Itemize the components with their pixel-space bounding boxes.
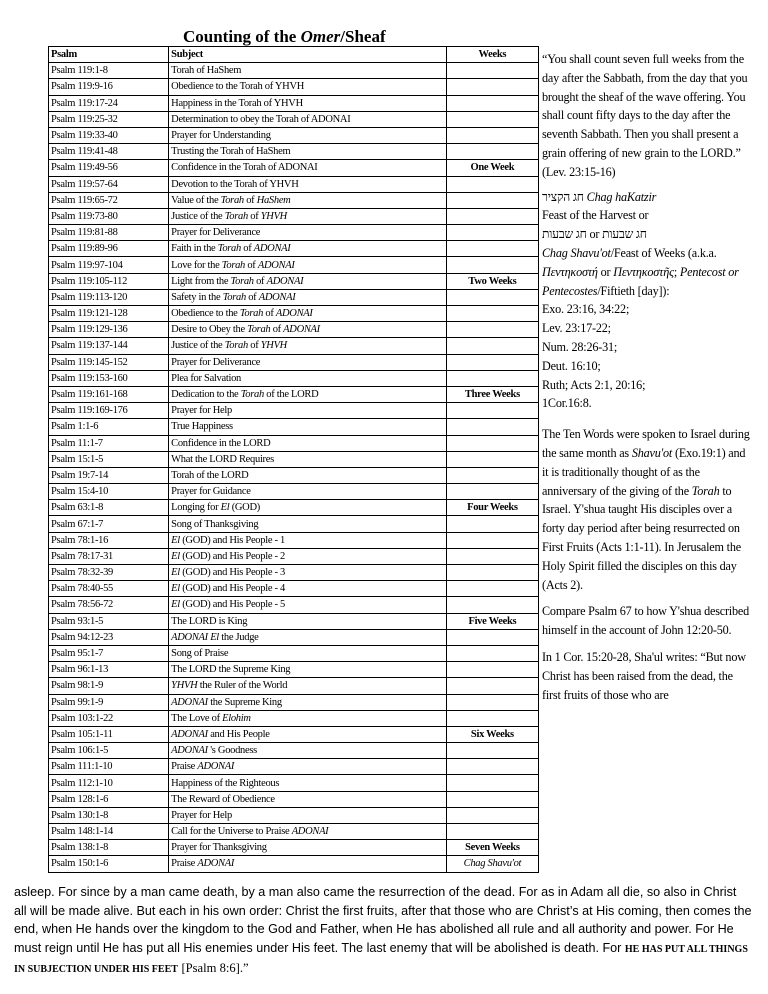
cell-subject: Light from the Torah of ADONAI <box>169 273 447 289</box>
cell-weeks <box>446 176 538 192</box>
cell-psalm: Psalm 119:169-176 <box>49 403 169 419</box>
cell-weeks <box>446 192 538 208</box>
cell-psalm: Psalm 98:1-9 <box>49 678 169 694</box>
cell-subject: Devotion to the Torah of YHVH <box>169 176 447 192</box>
cell-subject: Prayer for Deliverance <box>169 354 447 370</box>
cell-subject: El (GOD) and His People - 4 <box>169 581 447 597</box>
cell-weeks <box>446 95 538 111</box>
cell-psalm: Psalm 11:1-7 <box>49 435 169 451</box>
page-title: Counting of the Omer/Sheaf <box>183 27 386 46</box>
cell-subject: ADONAI 's Goodness <box>169 743 447 759</box>
cell-subject: The Reward of Obedience <box>169 791 447 807</box>
cell-subject: Prayer for Help <box>169 403 447 419</box>
table-row <box>49 241 539 257</box>
cell-weeks <box>446 516 538 532</box>
cell-subject: El (GOD) and His People - 1 <box>169 532 447 548</box>
table-row <box>49 176 539 192</box>
cell-subject: Prayer for Deliverance <box>169 225 447 241</box>
cell-weeks <box>446 548 538 564</box>
cell-subject: Trusting the Torah of HaShem <box>169 144 447 160</box>
cell-subject: Happiness in the Torah of YHVH <box>169 95 447 111</box>
cell-subject: Longing for El (GOD) <box>169 500 447 516</box>
table-row <box>49 208 539 224</box>
table-row <box>49 759 539 775</box>
table-header-row <box>49 47 539 63</box>
cell-weeks <box>446 419 538 435</box>
table-row <box>49 451 539 467</box>
cell-subject: Obedience to the Torah of ADONAI <box>169 306 447 322</box>
cell-psalm: Psalm 1:1-6 <box>49 419 169 435</box>
cell-psalm: Psalm 95:1-7 <box>49 645 169 661</box>
cell-weeks <box>446 645 538 661</box>
ten-words-paragraph: The Ten Words were spoken to Israel during the same month as Shavu'ot (Exo.19:1) and it is traditionally thought of as the anniversary of the giving of the Torah to Israel. Y'shua taught His disciples over a forty day period after being resurrected on First Fruits (Acts 1:1-11). In Jerusalem the Holy Spirit filled the disciples on this day (Acts 2). <box>542 427 750 592</box>
table-row <box>49 565 539 581</box>
cell-weeks: Five Weeks <box>446 613 538 629</box>
table-row <box>49 63 539 79</box>
cell-weeks: Four Weeks <box>446 500 538 516</box>
cell-psalm: Psalm 119:81-88 <box>49 225 169 241</box>
cell-subject: Prayer for Help <box>169 807 447 823</box>
table-row <box>49 435 539 451</box>
cell-subject: El (GOD) and His People - 5 <box>169 597 447 613</box>
cell-subject: Happiness of the Righteous <box>169 775 447 791</box>
cell-subject: Plea for Salvation <box>169 370 447 386</box>
cell-subject: ADONAI the Supreme King <box>169 694 447 710</box>
cell-psalm: Psalm 78:1-16 <box>49 532 169 548</box>
cell-weeks <box>446 775 538 791</box>
corinthians-paragraph: In 1 Cor. 15:20-28, Sha'ul writes: “But now Christ has been raised from the dead, the first fruits of those who are <box>542 649 746 702</box>
cell-psalm: Psalm 119:57-64 <box>49 176 169 192</box>
cell-subject: ADONAI El the Judge <box>169 629 447 645</box>
cell-subject: The Love of Elohim <box>169 710 447 726</box>
cell-weeks <box>446 127 538 143</box>
cell-subject: Praise ADONAI <box>169 856 447 872</box>
cell-subject: The LORD is King <box>169 613 447 629</box>
cell-subject: Song of Thanksgiving <box>169 516 447 532</box>
cell-subject: Confidence in the Torah of ADONAI <box>169 160 447 176</box>
cell-psalm: Psalm 138:1-8 <box>49 840 169 856</box>
cell-weeks <box>446 791 538 807</box>
cell-psalm: Psalm 93:1-5 <box>49 613 169 629</box>
table-row <box>49 791 539 807</box>
cell-weeks <box>446 759 538 775</box>
cell-weeks <box>446 79 538 95</box>
cell-weeks <box>446 403 538 419</box>
table-row <box>49 500 539 516</box>
cell-weeks <box>446 111 538 127</box>
cell-subject: Praise ADONAI <box>169 759 447 775</box>
cell-weeks <box>446 354 538 370</box>
table-row <box>49 710 539 726</box>
cell-subject: Dedication to the Torah of the LORD <box>169 386 447 402</box>
cell-weeks <box>446 451 538 467</box>
cell-psalm: Psalm 78:17-31 <box>49 548 169 564</box>
cell-weeks <box>446 435 538 451</box>
cell-weeks <box>446 467 538 483</box>
cell-subject: Torah of the LORD <box>169 467 447 483</box>
cell-psalm: Psalm 112:1-10 <box>49 775 169 791</box>
cell-weeks <box>446 257 538 273</box>
cell-psalm: Psalm 119:49-56 <box>49 160 169 176</box>
cell-weeks: Seven Weeks <box>446 840 538 856</box>
leviticus-quote: “You shall count seven full weeks from the day after the Sabbath, from the day that you brought the sheaf of the wave offering. You shall count fifty days to the day after the seventh Sabbath. Then you shall present a grain offering of new grain to the LORD.” (Lev. 23:15-16) <box>542 52 748 179</box>
cell-psalm: Psalm 94:12-23 <box>49 629 169 645</box>
cell-psalm: Psalm 119:41-48 <box>49 144 169 160</box>
table-row <box>49 678 539 694</box>
cell-weeks <box>446 370 538 386</box>
cell-weeks <box>446 144 538 160</box>
table-row <box>49 516 539 532</box>
cell-weeks <box>446 597 538 613</box>
table-row <box>49 694 539 710</box>
cell-subject: Torah of HaShem <box>169 63 447 79</box>
compare-paragraph: Compare Psalm 67 to how Y'shua described himself in the account of John 12:20-50. <box>542 604 749 638</box>
cell-psalm: Psalm 119:9-16 <box>49 79 169 95</box>
cell-weeks <box>446 710 538 726</box>
cell-subject: True Happiness <box>169 419 447 435</box>
table-row <box>49 322 539 338</box>
table-row <box>49 95 539 111</box>
cell-weeks: Two Weeks <box>446 273 538 289</box>
table-row <box>49 645 539 661</box>
table-row <box>49 338 539 354</box>
cell-psalm: Psalm 99:1-9 <box>49 694 169 710</box>
table-row <box>49 629 539 645</box>
cell-psalm: Psalm 119:65-72 <box>49 192 169 208</box>
table-row <box>49 225 539 241</box>
cell-subject: Call for the Universe to Praise ADONAI <box>169 824 447 840</box>
table-row <box>49 79 539 95</box>
table-row <box>49 548 539 564</box>
cell-psalm: Psalm 78:32-39 <box>49 565 169 581</box>
cell-psalm: Psalm 150:1-6 <box>49 856 169 872</box>
cell-subject: The LORD the Supreme King <box>169 662 447 678</box>
cell-subject: Determination to obey the Torah of ADONAI <box>169 111 447 127</box>
cell-weeks <box>446 63 538 79</box>
table-row <box>49 144 539 160</box>
table-row <box>49 192 539 208</box>
cell-subject: Faith in the Torah of ADONAI <box>169 241 447 257</box>
table-row <box>49 613 539 629</box>
table-row <box>49 306 539 322</box>
cell-subject: Justice of the Torah of YHVH <box>169 338 447 354</box>
cell-psalm: Psalm 19:7-14 <box>49 467 169 483</box>
cell-subject: Justice of the Torah of YHVH <box>169 208 447 224</box>
bottom-paragraph: asleep. For since by a man came death, by a man also came the resurrection of the dead. For as in Adam all die, so also in Christ all will be made alive. But each in his own order: Christ the first fruits, after that those who are Christ’s at His coming, then comes the end, when He hands over the kingdom to the God and Father, when He has abolished all rule and all authority and power. For He must reign until He has put all His enemies under His feet. The last enemy that will be abolished is death. For HE HAS PUT ALL THINGS IN SUBJECTION UNDER HIS FEET [Psalm 8:6].” <box>14 885 752 976</box>
omer-table <box>48 46 539 873</box>
cell-weeks: Six Weeks <box>446 726 538 742</box>
cell-weeks <box>446 225 538 241</box>
cell-psalm: Psalm 111:1-10 <box>49 759 169 775</box>
cell-psalm: Psalm 119:153-160 <box>49 370 169 386</box>
cell-weeks <box>446 694 538 710</box>
cell-psalm: Psalm 15:1-5 <box>49 451 169 467</box>
cell-subject: Safety in the Torah of ADONAI <box>169 289 447 305</box>
cell-weeks <box>446 824 538 840</box>
table-row <box>49 467 539 483</box>
cell-subject: Prayer for Guidance <box>169 484 447 500</box>
cell-weeks <box>446 306 538 322</box>
table-row <box>49 484 539 500</box>
cell-subject: El (GOD) and His People - 2 <box>169 548 447 564</box>
cell-psalm: Psalm 105:1-11 <box>49 726 169 742</box>
cell-weeks <box>446 662 538 678</box>
cell-psalm: Psalm 63:1-8 <box>49 500 169 516</box>
table-row <box>49 856 539 872</box>
cell-weeks <box>446 581 538 597</box>
cell-psalm: Psalm 148:1-14 <box>49 824 169 840</box>
cell-psalm: Psalm 96:1-13 <box>49 662 169 678</box>
cell-psalm: Psalm 119:97-104 <box>49 257 169 273</box>
table-row <box>49 807 539 823</box>
cell-weeks <box>446 241 538 257</box>
cell-psalm: Psalm 119:129-136 <box>49 322 169 338</box>
cell-psalm: Psalm 128:1-6 <box>49 791 169 807</box>
table-row <box>49 532 539 548</box>
cell-psalm: Psalm 119:113-120 <box>49 289 169 305</box>
table-row <box>49 775 539 791</box>
table-row <box>49 662 539 678</box>
cell-psalm: Psalm 119:121-128 <box>49 306 169 322</box>
cell-psalm: Psalm 78:40-55 <box>49 581 169 597</box>
table-row <box>49 111 539 127</box>
cell-psalm: Psalm 106:1-5 <box>49 743 169 759</box>
cell-subject: El (GOD) and His People - 3 <box>169 565 447 581</box>
cell-subject: Song of Praise <box>169 645 447 661</box>
cell-subject: Value of the Torah of HaShem <box>169 192 447 208</box>
cell-weeks: One Week <box>446 160 538 176</box>
cell-weeks <box>446 743 538 759</box>
cell-weeks <box>446 565 538 581</box>
cell-subject: Love for the Torah of ADONAI <box>169 257 447 273</box>
cell-weeks <box>446 678 538 694</box>
cell-psalm: Psalm 119:161-168 <box>49 386 169 402</box>
cell-psalm: Psalm 130:1-8 <box>49 807 169 823</box>
cell-psalm: Psalm 119:73-80 <box>49 208 169 224</box>
cell-weeks <box>446 208 538 224</box>
header-subject: Subject <box>169 47 447 63</box>
table-row <box>49 354 539 370</box>
cell-psalm: Psalm 78:56-72 <box>49 597 169 613</box>
cell-psalm: Psalm 119:145-152 <box>49 354 169 370</box>
table-row <box>49 597 539 613</box>
table-row <box>49 403 539 419</box>
cell-subject: Desire to Obey the Torah of ADONAI <box>169 322 447 338</box>
cell-subject: Prayer for Understanding <box>169 127 447 143</box>
cell-psalm: Psalm 67:1-7 <box>49 516 169 532</box>
table-row <box>49 273 539 289</box>
cell-weeks <box>446 289 538 305</box>
cell-weeks: Three Weeks <box>446 386 538 402</box>
cell-subject: What the LORD Requires <box>169 451 447 467</box>
table-row <box>49 127 539 143</box>
cell-psalm: Psalm 119:33-40 <box>49 127 169 143</box>
table-row <box>49 386 539 402</box>
sidebar-notes <box>542 50 754 706</box>
cell-psalm: Psalm 119:137-144 <box>49 338 169 354</box>
cell-weeks <box>446 532 538 548</box>
header-weeks: Weeks <box>446 47 538 63</box>
table-row <box>49 370 539 386</box>
cell-subject: Prayer for Thanksgiving <box>169 840 447 856</box>
cell-psalm: Psalm 15:4-10 <box>49 484 169 500</box>
table-row <box>49 743 539 759</box>
cell-subject: YHVH the Ruler of the World <box>169 678 447 694</box>
table-row <box>49 726 539 742</box>
table-row <box>49 581 539 597</box>
table-row <box>49 257 539 273</box>
table-row <box>49 840 539 856</box>
table-row <box>49 824 539 840</box>
feast-names: חג הקציר Chag haKatzir Feast of the Harvest or חג שבעות or חג שבעות Chag Shavu'ot/Feast of Weeks (a.k.a. Πεντηκοστή or Πεντηκοστῆς; Pentecost or Pentecostes/Fiftieth [day]): Exo. 23:16, 34:22; Lev. 23:17-22; Num. 28:26-31; Deut. 16:10; Ruth; Acts 2:1, 20:16; 1Cor.16:8. <box>542 189 739 411</box>
cell-psalm: Psalm 103:1-22 <box>49 710 169 726</box>
cell-subject: ADONAI and His People <box>169 726 447 742</box>
cell-subject: Confidence in the LORD <box>169 435 447 451</box>
table-row <box>49 160 539 176</box>
cell-weeks <box>446 322 538 338</box>
table-row <box>49 289 539 305</box>
cell-weeks <box>446 629 538 645</box>
cell-psalm: Psalm 119:89-96 <box>49 241 169 257</box>
cell-weeks <box>446 338 538 354</box>
cell-weeks <box>446 484 538 500</box>
cell-psalm: Psalm 119:25-32 <box>49 111 169 127</box>
header-psalm: Psalm <box>49 47 169 63</box>
cell-psalm: Psalm 119:105-112 <box>49 273 169 289</box>
cell-weeks: Chag Shavu'ot <box>446 856 538 872</box>
table-row <box>49 419 539 435</box>
cell-weeks <box>446 807 538 823</box>
cell-psalm: Psalm 119:1-8 <box>49 63 169 79</box>
cell-subject: Obedience to the Torah of YHVH <box>169 79 447 95</box>
cell-psalm: Psalm 119:17-24 <box>49 95 169 111</box>
